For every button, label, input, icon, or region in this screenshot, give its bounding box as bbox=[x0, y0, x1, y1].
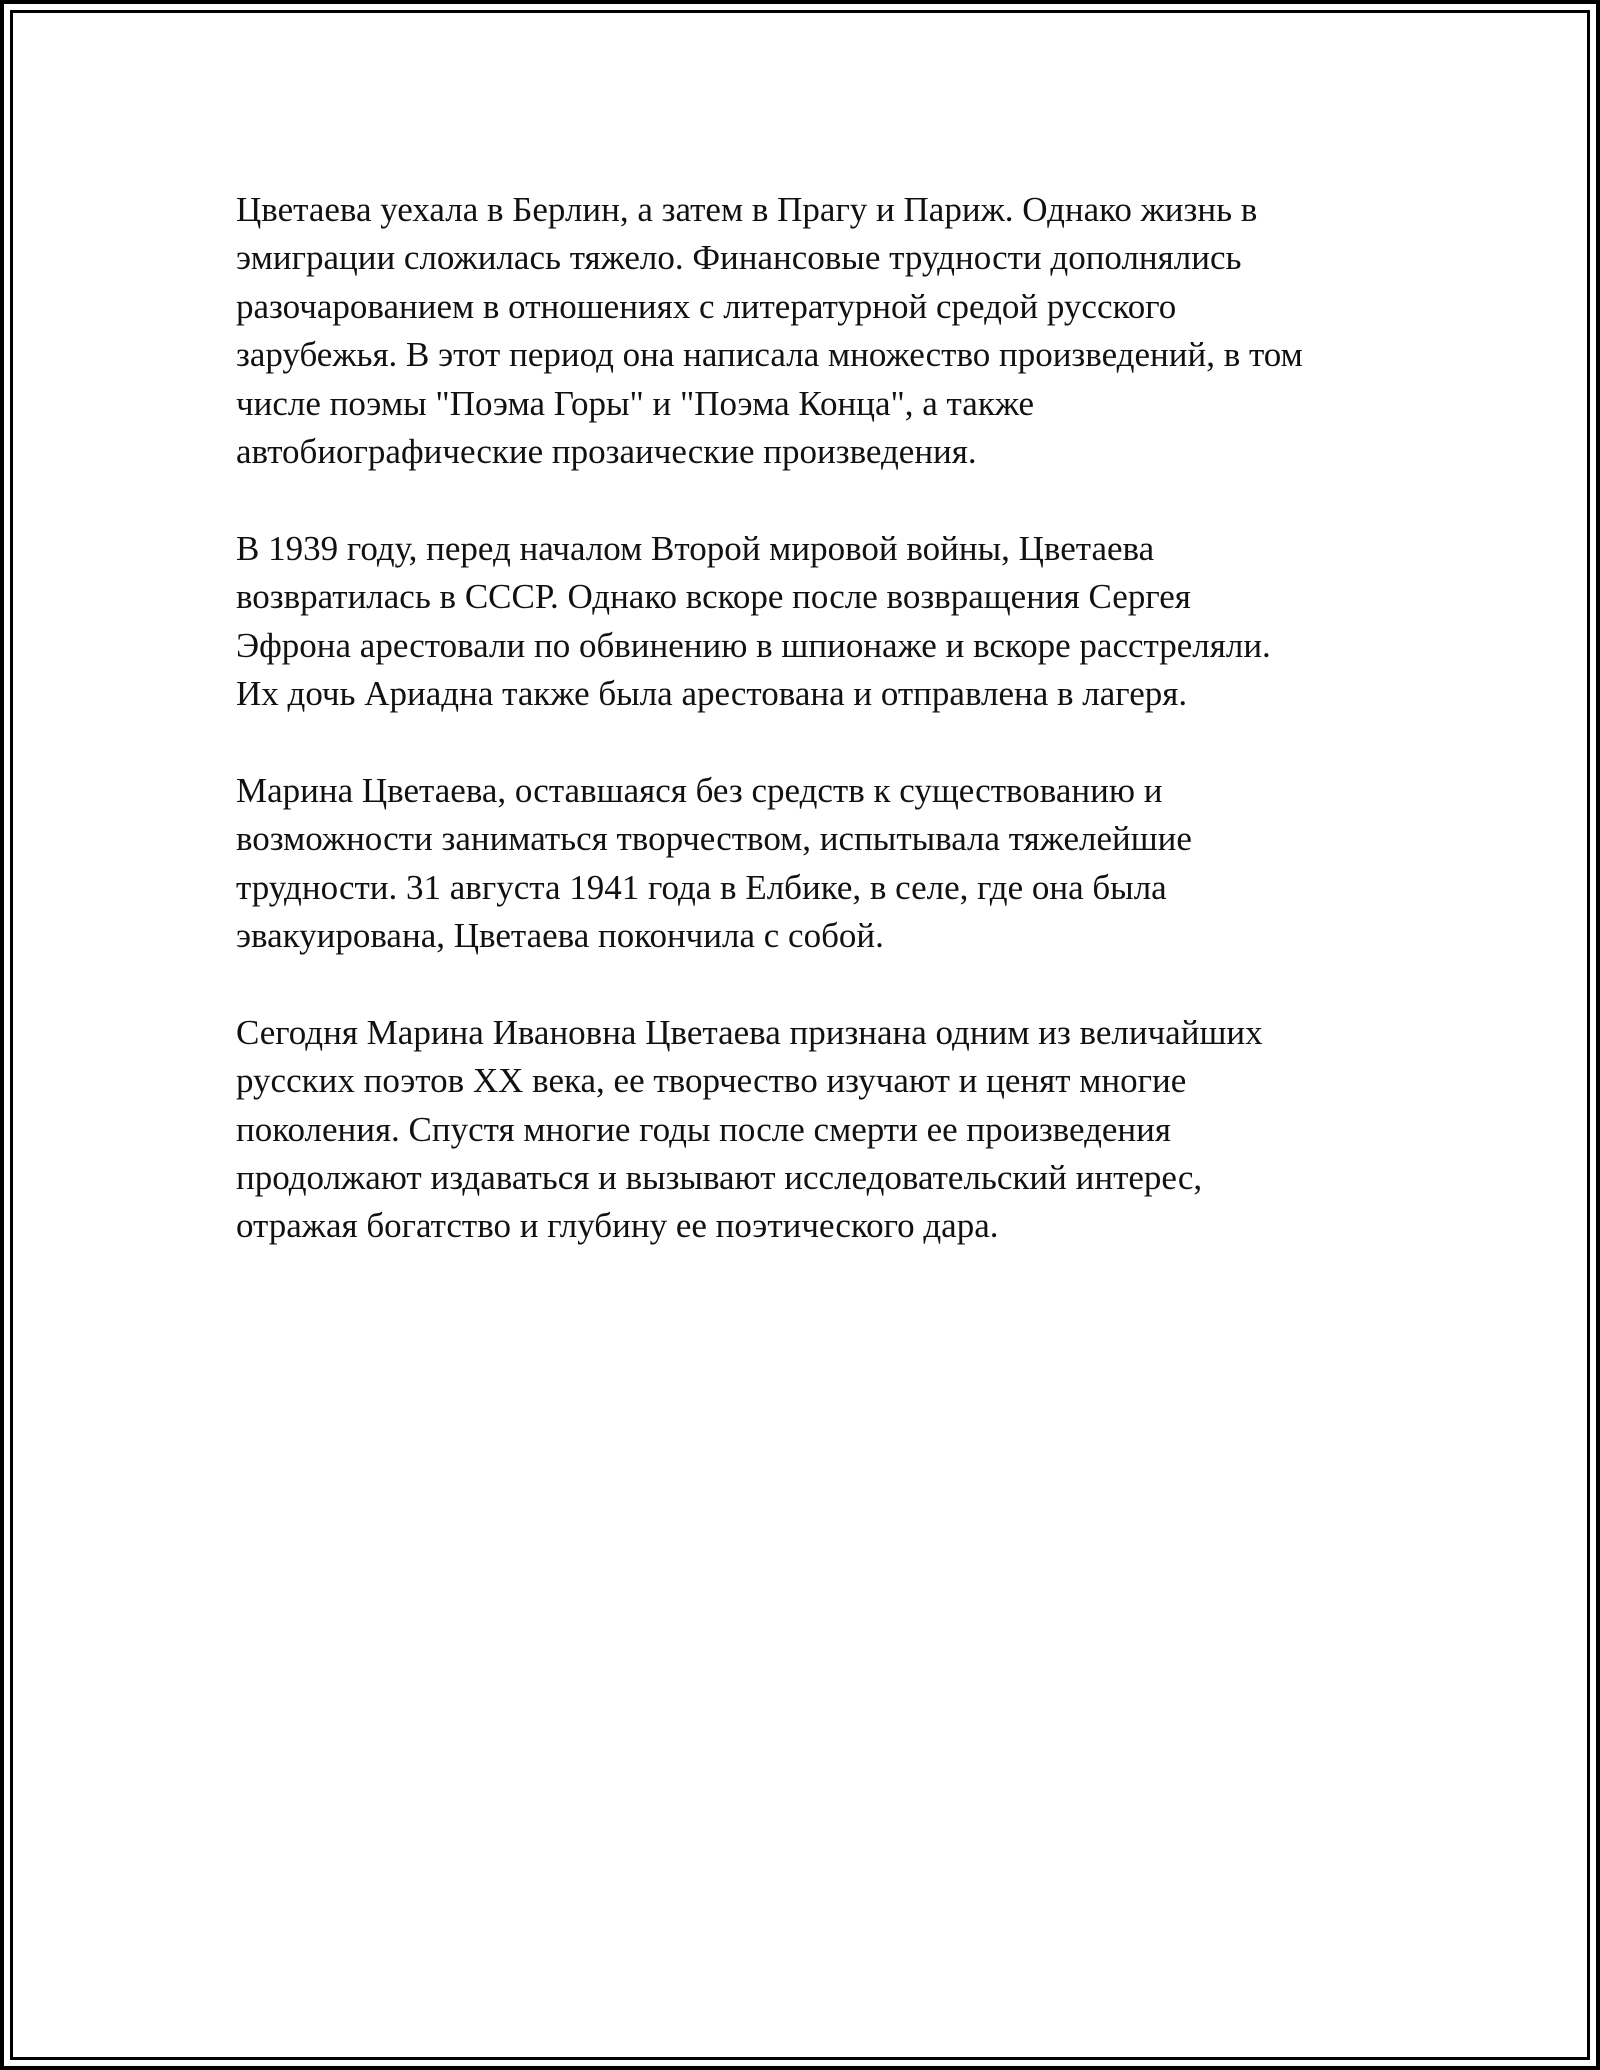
paragraph-1 bbox=[236, 186, 1376, 476]
paragraph-2 bbox=[236, 525, 1376, 719]
text-line: продолжают издаваться и вызывают исследовательский интерес, bbox=[236, 1158, 1203, 1198]
text-line: возможности заниматься творчеством, испытывала тяжелейшие bbox=[236, 819, 1192, 859]
text-line: Их дочь Ариадна также была арестована и отправлена в лагеря. bbox=[236, 674, 1188, 714]
text-line: эмиграции сложилась тяжело. Финансовые трудности дополнялись bbox=[236, 238, 1242, 278]
text-line: автобиографические прозаические произведения. bbox=[236, 432, 977, 472]
text-line: Сегодня Марина Ивановна Цветаева признана одним из величайших bbox=[236, 1012, 1263, 1052]
text-line: эвакуирована, Цветаева покончила с собой. bbox=[236, 916, 884, 956]
text-line: разочарованием в отношениях с литературной средой русского bbox=[236, 286, 1177, 326]
text-line: зарубежья. В этот период она написала множество произведений, в том bbox=[236, 335, 1303, 375]
text-line: Эфрона арестовали по обвинению в шпионаже и вскоре расстреляли. bbox=[236, 625, 1271, 665]
text-line: русских поэтов XX века, ее творчество изучают и ценят многие bbox=[236, 1061, 1187, 1101]
text-line: В 1939 году, перед началом Второй мировой войны, Цветаева bbox=[236, 528, 1155, 568]
paragraph-4 bbox=[236, 1009, 1376, 1251]
paragraph-3 bbox=[236, 767, 1376, 961]
text-line: возвратилась в СССР. Однако вскоре после возвращения Сергея bbox=[236, 577, 1191, 617]
document-body bbox=[236, 186, 1376, 1299]
text-line: отражая богатство и глубину ее поэтического дара. bbox=[236, 1206, 999, 1246]
text-line: поколения. Спустя многие годы после смерти ее произведения bbox=[236, 1109, 1171, 1149]
text-line: трудности. 31 августа 1941 года в Елбике, в селе, где она была bbox=[236, 867, 1167, 907]
text-line: Марина Цветаева, оставшаяся без средств к существованию и bbox=[236, 770, 1163, 810]
text-line: числе поэмы "Поэма Горы" и "Поэма Конца", а также bbox=[236, 383, 1035, 423]
text-line: Цветаева уехала в Берлин, а затем в Прагу и Париж. Однако жизнь в bbox=[236, 190, 1258, 229]
